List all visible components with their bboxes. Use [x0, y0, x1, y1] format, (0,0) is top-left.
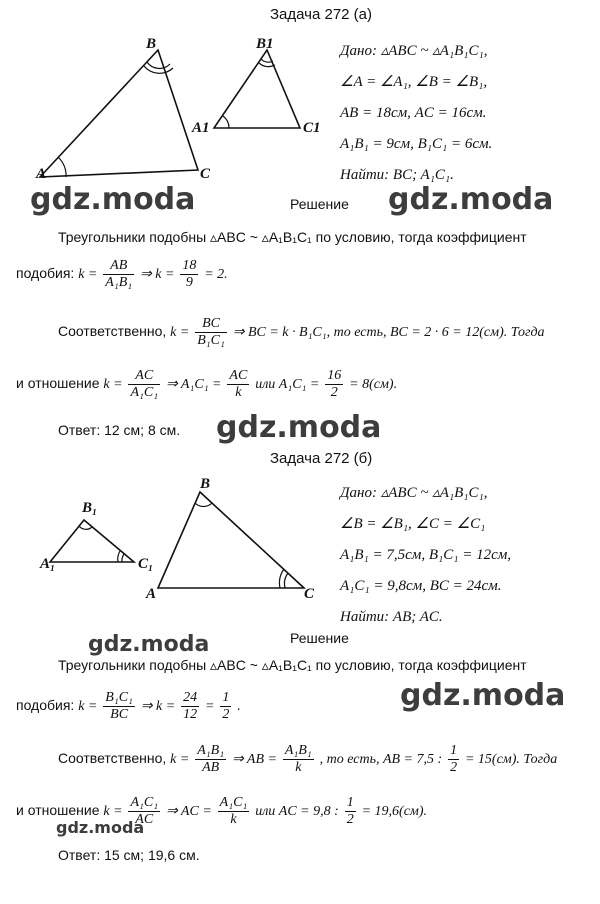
fraction: $\frac{\text{A₁B₁}}{AB}$	[197, 743, 225, 775]
angle-c1-arc-2	[118, 551, 120, 562]
label-b: B	[146, 36, 157, 52]
given-line: Дано: ▵ABC ~ ▵A₁B₁C₁,	[340, 43, 488, 59]
given-line: A₁B₁ = 9см, B₁C₁ = 6см.	[340, 136, 493, 152]
label-a: A	[36, 166, 47, 182]
solution-line: Треугольники подобны ▵ABC ~ ▵A₁B₁C₁ по условию, тогда коэффициент	[58, 657, 527, 673]
label-a1: A1	[192, 120, 210, 136]
formula-line: Соответственно, k = $\frac{BC}{\text{B₁C₁}}$ ⇒ BC = k · B₁C₁, то есть, BC = 2 · 6 = 12(см). Тогда	[58, 316, 545, 348]
watermark: gdz.moda	[30, 182, 196, 217]
given-line: Найти: AB; AC.	[340, 609, 443, 625]
given-line: Дано: ▵ABC ~ ▵A₁B₁C₁,	[340, 485, 488, 501]
watermark: gdz.moda	[216, 410, 382, 445]
angle-b-arc-1	[147, 62, 170, 68]
solution-heading: Решение	[290, 630, 349, 646]
task-a-given	[340, 36, 492, 191]
formula-line: и отношение k = $\frac{\text{A₁C₁}}{AC}$ ⇒ AC = $\frac{\text{A₁C₁}}{k}$ или AC = 9,8 : $\frac{1}{2}$ = 19,6(см).	[16, 795, 427, 827]
solution-heading: Решение	[290, 196, 349, 212]
fraction: $\frac{\text{A₁C₁}}{k}$	[219, 795, 248, 827]
solution-line: Треугольники подобны ▵ABC ~ ▵A₁B₁C₁ по условию, тогда коэффициент	[58, 229, 527, 245]
angle-b-arc	[195, 503, 212, 507]
label-c1: C1	[303, 120, 321, 136]
watermark: gdz.moda	[88, 632, 210, 657]
given-line: A₁C₁ = 9,8см, BC = 24см.	[340, 578, 502, 594]
answer: Ответ: 15 см; 19,6 см.	[58, 847, 200, 863]
label-c: C	[304, 586, 315, 602]
watermark: gdz.moda	[400, 678, 566, 713]
angle-c-arc-2	[279, 569, 284, 588]
given-line: A₁B₁ = 7,5см, B₁C₁ = 12см,	[340, 547, 512, 563]
fraction: $\frac{\text{A₁C₁}}{AC}$	[130, 795, 159, 827]
label-a1: A₁	[40, 556, 56, 572]
fraction: $\frac{1}{2}$	[346, 795, 354, 827]
given-line: ∠B = ∠B₁, ∠C = ∠C₁	[340, 516, 486, 532]
fraction: $\frac{AB}{\text{A₁B₁}}$	[105, 258, 133, 290]
formula-line: и отношение k = $\frac{AC}{\text{A₁C₁}}$ ⇒ A₁C₁ = $\frac{AC}{k}$ или A₁C₁ = $\frac{16}{2}$ = 8(см).	[16, 368, 398, 400]
triangle-abc	[40, 50, 198, 177]
given-line: ∠A = ∠A₁, ∠B = ∠B₁,	[340, 74, 488, 90]
watermark: gdz.moda	[388, 182, 554, 217]
angle-c-arc-1	[284, 573, 288, 588]
label-b1: B1	[256, 36, 274, 52]
fraction: $\frac{18}{9}$	[182, 258, 197, 290]
answer: Ответ: 12 см; 8 см.	[58, 422, 181, 438]
given-line: AB = 18см, AC = 16см.	[340, 105, 487, 121]
task-a-title: Задача 272 (а)	[270, 6, 373, 23]
given-line: Найти: BC; A₁C₁.	[340, 167, 454, 183]
angle-a-arc	[58, 157, 66, 177]
fraction: $\frac{AC}{k}$	[229, 368, 248, 400]
formula-line: Соответственно, k = $\frac{\text{A₁B₁}}{AB}$ ⇒ AB = $\frac{\text{A₁B₁}}{k}$ , то есть, AB = 7,5 : $\frac{1}{2}$ = 15(см). Тогда	[58, 743, 558, 775]
angle-c1-arc-1	[122, 554, 124, 562]
formula-line: подобия: k = $\frac{\text{B₁C₁}}{BC}$ ⇒ k = $\frac{24}{12}$ = $\frac{1}{2}$ .	[16, 690, 241, 722]
label-c: C	[200, 166, 211, 182]
label-c1: C₁	[138, 556, 154, 572]
fraction: $\frac{16}{2}$	[327, 368, 342, 400]
task-b-title: Задача 272 (б)	[270, 450, 373, 467]
fraction: $\frac{\text{B₁C₁}}{BC}$	[105, 690, 133, 722]
label-a: A	[146, 586, 157, 602]
fraction: $\frac{24}{12}$	[183, 690, 198, 722]
angle-b1-arc	[79, 526, 92, 529]
label-b: B	[200, 476, 211, 492]
triangle-a1b1c1	[50, 520, 134, 562]
fraction: $\frac{BC}{\text{B₁C₁}}$	[197, 316, 225, 348]
triangle-abc	[158, 492, 304, 588]
fraction: $\frac{\text{A₁B₁}}{k}$	[284, 743, 312, 775]
angle-a1-arc	[223, 116, 229, 128]
fraction: $\frac{AC}{\text{A₁C₁}}$	[130, 368, 159, 400]
formula-line: подобия: k = $\frac{AB}{\text{A₁B₁}}$ ⇒ k = $\frac{18}{9}$ = 2.	[16, 258, 228, 290]
angle-b-arc-2	[144, 66, 173, 73]
task-b-given	[340, 478, 511, 633]
fraction: $\frac{1}{2}$	[450, 743, 458, 775]
triangle-a1b1c1	[214, 50, 300, 128]
label-b1: B₁	[82, 500, 98, 516]
watermark: gdz.moda	[56, 818, 145, 837]
fraction: $\frac{1}{2}$	[222, 690, 230, 722]
